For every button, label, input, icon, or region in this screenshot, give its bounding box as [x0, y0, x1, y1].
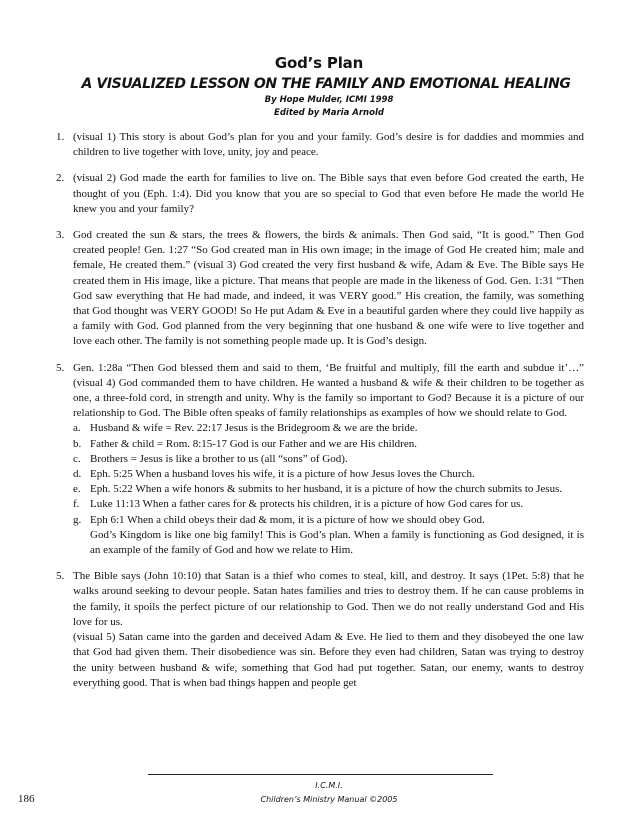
author-line: By Hope Mulder, ICMI 1998 [264, 95, 394, 105]
sub-item-c [73, 452, 584, 467]
sub-item-closing [73, 528, 584, 558]
sub-item-text: Father & child = Rom. 8:15-17 God is our Father and we are His children. [90, 437, 417, 450]
sub-item-text: Brothers = Jesus is like a brother to us (all “sons” of God). [90, 452, 348, 465]
lesson-item-4 [56, 361, 584, 559]
item-number: 3. [56, 229, 65, 242]
item-text: (visual 1) This story is about God’s plan for you and your family. God’s desire is for daddies and mommies and children to live together with love, unity, joy and peace. [73, 131, 584, 159]
item-text: Gen. 1:28a “Then God blessed them and said to them, ‘Be fruitful and multiply, fill the earth and subdue it’…” (visual 4) God commanded them to have children. He wanted a husband & wife & their children to be together as one, a three-fold cord, in strength and unity. Why is the family so important to God? Because it is a picture of our relationship to God. The Bible often speaks of family relationships as examples of how we should relate to God. [73, 361, 584, 420]
item-number: 5. [56, 361, 65, 374]
sub-item-e [73, 482, 584, 497]
sub-item-text: Eph. 5:25 When a husband loves his wife, it is a picture of how Jesus loves the Church. [90, 468, 475, 481]
sub-item-letter: f. [73, 498, 80, 511]
sub-item-letter: a. [73, 422, 81, 435]
sub-item-b [73, 437, 584, 452]
lesson-item-2 [56, 171, 584, 217]
footer-org: I.C.M.I. [315, 781, 343, 790]
page-title: God’s Plan [274, 54, 364, 72]
item-number: 1. [56, 131, 65, 143]
sub-item-letter: e. [73, 483, 81, 496]
sub-item-letter: c. [73, 452, 81, 465]
item-text: The Bible says (John 10:10) that Satan is a thief who comes to steal, kill, and destroy. It says (1Pet. 5:8) that he walks around seeking to devour people. Satan hates families and tries to destroy them. If he can cause problems in the family, it spoils the perfect picture of our relationship to God. Then we do not really understand God and His love for us. [73, 570, 584, 628]
sub-item-letter: d. [73, 468, 82, 481]
lesson-item-5 [56, 569, 584, 691]
item-text: (visual 2) God made the earth for families to live on. The Bible says that even before God created the earth, He thought of you (Eph. 1:4). Did you know that you are so special to God that even before He made the world He knew you and your family? [73, 172, 584, 215]
lesson-item-3 [56, 228, 584, 350]
sub-item-f [73, 497, 584, 512]
item-number: 5. [56, 570, 65, 583]
page-subtitle: A VISUALIZED LESSON ON THE FAMILY AND EMOTIONAL HEALING [81, 76, 571, 92]
lesson-body [56, 130, 584, 702]
sub-item-text: Eph 6:1 When a child obeys their dad & mom, it is a picture of how we should obey God. [90, 513, 485, 526]
item-body [73, 569, 584, 691]
sub-item-a [73, 421, 584, 436]
sub-item-text: Husband & wife = Rev. 22:17 Jesus is the Bridegroom & we are the bride. [90, 422, 418, 435]
item-extra-text: (visual 5) Satan came into the garden and deceived Adam & Eve. He lied to them and they disobeyed the one law that God had given them. Their disobedience was sin. Before they even had children, Satan was trying to destroy the unity between husband & wife, something that God had put together. Satan, our enemy, wants to destroy everything good. That is when bad things happen and people get [73, 631, 584, 689]
sub-item-d [73, 467, 584, 482]
sub-item-g [73, 513, 584, 528]
sub-item-text: Luke 11:13 When a father cares for & protects his children, it is a picture of how God cares for us. [90, 498, 524, 511]
sub-item-letter: g. [73, 513, 82, 526]
page-number: 186 [18, 793, 35, 805]
sub-item-letter: b. [73, 437, 82, 450]
editor-line: Edited by Maria Arnold [274, 108, 384, 118]
item-body [73, 361, 584, 559]
lesson-item-1 [56, 130, 584, 160]
footer-divider [148, 774, 493, 775]
item-number: 2. [56, 172, 65, 185]
footer-manual: Children’s Ministry Manual ©2005 [260, 795, 398, 804]
item-text: God created the sun & stars, the trees & flowers, the birds & animals. Then God said, “It is good.” Then God created people! Gen. 1:27 “So God created man in His own image; in the image of God He created him; male and female, He created them.” (visual 3) God created the very first husband & wife, Adam & Eve. The Bible says He created them in His image, like a picture. That means that people are made in the likeness of God. Gen. 1:31 “Then God saw everything that He had made, and indeed, it was VERY good.” His creation, the family, was something that God thought was VERY GOOD! So He put Adam & Eve in a beautiful garden where they could live happily as a family with God. God planned from the very beginning that one husband & one wife were to live together and love each other. The family is not something people made up. It is God’s design. [73, 229, 584, 348]
closing-text: God’s Kingdom is like one big family! This is God’s plan. When a family is functioning as God designed, it is an example of the family of God and how we relate to Him. [90, 528, 584, 557]
sub-item-text: Eph. 5:22 When a wife honors & submits to her husband, it is a picture of how the church submits to Jesus. [90, 483, 563, 496]
